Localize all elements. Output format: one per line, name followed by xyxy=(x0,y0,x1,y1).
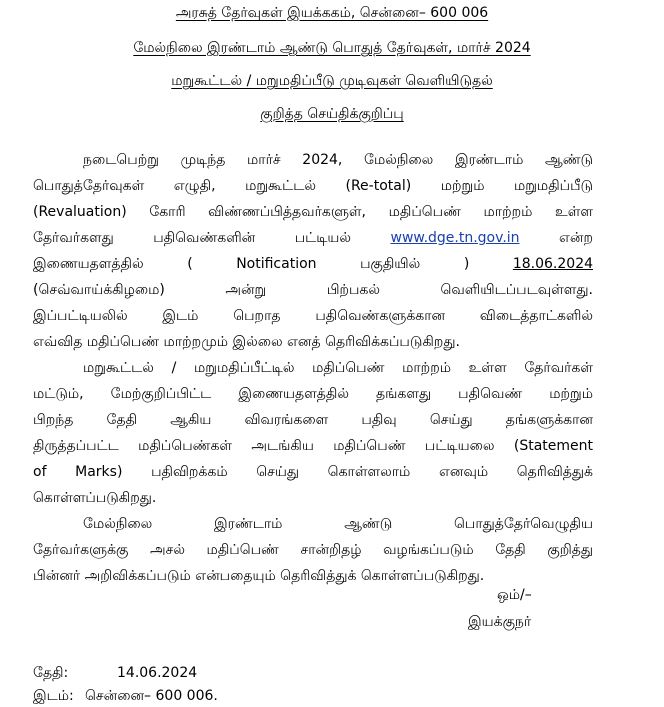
para1-line8: எவ்வித மதிப்பெண் மாற்றமும் இல்லை எனத் தெரிவிக்கப்படுகிறது. xyxy=(33,334,460,350)
para1-line6: (செவ்வாய்க்கிழமை) அன்று பிற்பகல் வெளியிடப்படவுள்ளது. xyxy=(33,282,593,298)
para1-line5-c: Notification xyxy=(236,256,317,272)
para1-line7: இப்பட்டியலில் இடம் பெறாத பதிவெண்களுக்கான விடைத்தாட்களில் xyxy=(33,308,593,324)
para1-line5-e: ) xyxy=(463,256,470,272)
para2-line6: கொள்ளப்படுகிறது. xyxy=(33,490,157,506)
para1-line2: பொதுத்தேர்வுகள் எழுதி, மறுகூட்டல் (Re-total) மற்றும் மறுமதிப்பீடு xyxy=(33,178,593,194)
dge-website-link[interactable]: www.dge.tn.gov.in xyxy=(390,230,520,246)
para1-line3: (Revaluation) கோரி விண்ணப்பித்தவர்களுள், மதிப்பெண் மாற்றம் உள்ள xyxy=(33,204,593,220)
exam-heading xyxy=(0,40,664,58)
exam-heading-text: மேல்நிலை இரண்டாம் ஆண்டு பொதுத் தேர்வுகள், மார்ச் 2024 xyxy=(133,40,531,56)
place-value: சென்னை– 600 006. xyxy=(85,688,218,704)
office-heading xyxy=(0,5,664,23)
para1-line4-end: என்ற xyxy=(558,230,594,246)
designation: இயக்குநர் xyxy=(468,614,532,630)
place-label: இடம்: xyxy=(33,688,74,704)
result-date: 18.06.2024 xyxy=(512,256,594,272)
date-label: தேதி: xyxy=(33,665,69,681)
para3-line3: பின்னர் அறிவிக்கப்படும் என்பதையும் தெரிவித்துக் கொள்ளப்படுகிறது. xyxy=(33,568,485,584)
para1-line5 xyxy=(33,255,593,273)
para2-line2: மட்டும், மேற்குறிப்பிட்ட இணையதளத்தில் தங்களது பதிவெண் மற்றும் xyxy=(33,386,593,402)
para2-line5: of Marks) பதிவிறக்கம் செய்து கொள்ளலாம் எனவும் தெரிவித்துக் xyxy=(33,464,593,480)
para1-line5-a: இணையதளத்தில் xyxy=(33,256,144,272)
para2-line1: மறுகூட்டல் / மறுமதிப்பீட்டில் மதிப்பெண் மாற்றம் உள்ள தேர்வர்கள் xyxy=(83,360,593,376)
subject-heading-text: மறுகூட்டல் / மறுமதிப்பீடு முடிவுகள் வெளியிடுதல் xyxy=(171,73,493,89)
office-heading-text: அரசுத் தேர்வுகள் இயக்ககம், சென்னை– 600 006 xyxy=(175,5,489,21)
para1-line1: நடைபெற்று முடிந்த மார்ச் 2024, மேல்நிலை இரண்டாம் ஆண்டு xyxy=(83,152,593,168)
press-release-heading xyxy=(0,106,664,124)
para2-line4: திருத்தப்பட்ட மதிப்பெண்கள் அடங்கிய மதிப்பெண் பட்டியலை (Statement xyxy=(33,438,593,454)
para2-line3: பிறந்த தேதி ஆகிய விவரங்களை பதிவு செய்து தங்களுக்கான xyxy=(33,412,593,428)
date-value: 14.06.2024 xyxy=(117,665,198,681)
para1-line5-d: பகுதியில் xyxy=(360,256,421,272)
para1-line4 xyxy=(33,229,593,247)
subject-heading xyxy=(0,73,664,91)
signature-mark: ஒம்/– xyxy=(497,587,532,603)
para3-line2: தேர்வர்களுக்கு அசல் மதிப்பெண் சான்றிதழ் வழங்கப்படும் தேதி குறித்து xyxy=(33,542,593,558)
para3-line1: மேல்நிலை இரண்டாம் ஆண்டு பொதுத்தேர்வெழுதிய xyxy=(83,516,593,532)
para1-line4-text: தேர்வர்களது பதிவெண்களின் பட்டியல் xyxy=(33,230,352,246)
press-release-heading-text: குறித்த செய்திக்குறிப்பு xyxy=(260,106,404,122)
para1-line5-b: ( xyxy=(187,256,193,272)
